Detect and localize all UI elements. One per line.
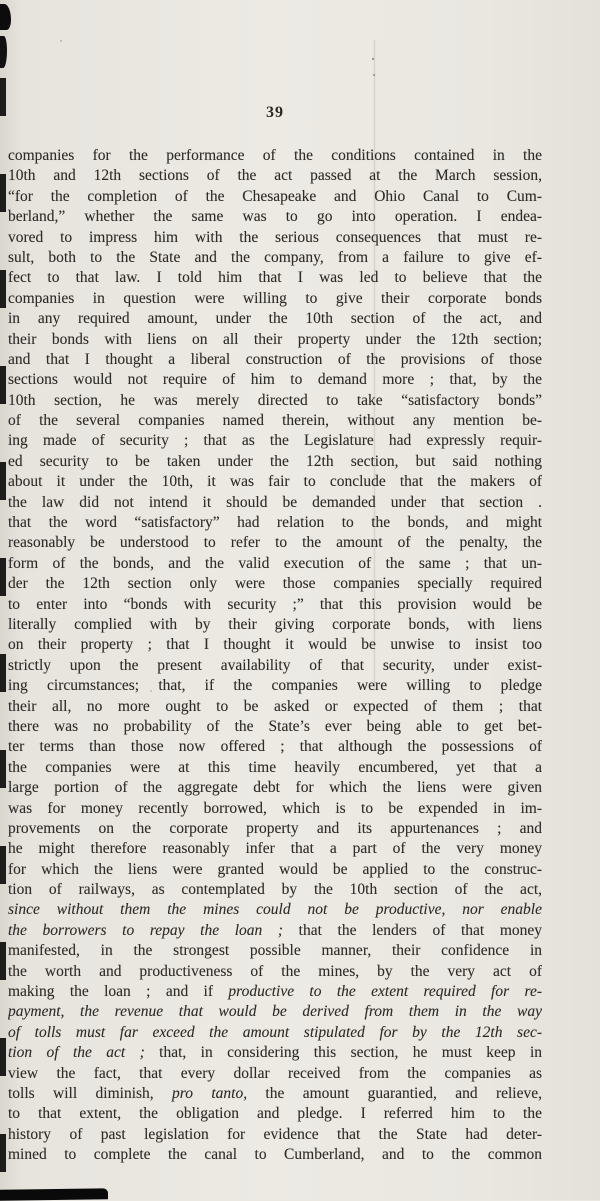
- text-line: [8, 513, 542, 533]
- text-segment: large portion of the aggregate debt for which the liens were given: [8, 779, 542, 797]
- text-segment: 10th and 12th sections of the act passed at the March session,: [8, 167, 542, 185]
- text-line: [8, 207, 542, 227]
- scan-edge-artifact: [0, 78, 6, 1200]
- text-line: [8, 228, 542, 248]
- text-line: [8, 635, 542, 655]
- text-segment: fect to that law. I told him that I was led to believe that the: [8, 269, 542, 287]
- text-line: [8, 880, 542, 900]
- text-line: [8, 778, 542, 798]
- page-number: 39: [266, 104, 284, 121]
- text-line: [8, 1084, 542, 1104]
- text-segment: ing made of security ; that as the Legislature had expressly requir-: [8, 432, 542, 450]
- text-segment: 10th section, he was merely directed to take “satisfactory bonds”: [8, 391, 542, 409]
- text-line: [8, 860, 542, 880]
- text-line: [8, 799, 542, 819]
- text-line: [8, 472, 542, 492]
- text-segment: he might therefore reasonably infer that a part of the very money: [8, 840, 542, 858]
- text-segment: the companies were at this time heavily encumbered, yet that a: [8, 758, 542, 776]
- text-segment: reasonably be understood to refer to the amount of the penalty, the: [8, 534, 542, 552]
- text-segment: to enter into “bonds with security ;” that this provision would be: [8, 595, 542, 613]
- text-line: [8, 1064, 542, 1084]
- text-segment: of the several companies named therein, without any mention be-: [8, 412, 542, 430]
- text-line: [8, 493, 542, 513]
- body-text: [8, 146, 542, 1166]
- text-segment: the worth and productiveness of the mines, by the very act of: [8, 962, 542, 980]
- text-line: [8, 268, 542, 288]
- text-segment: sult, both to the State and the company, from a failure to give ef-: [8, 248, 542, 266]
- text-line: [8, 248, 542, 268]
- text-line: [8, 1145, 542, 1165]
- text-segment: tolls will diminish,: [8, 1084, 173, 1102]
- text-segment: literally complied with by their giving corporate bonds, with liens: [8, 615, 542, 633]
- text-segment: in any required amount, under the 10th section of the act, and: [8, 310, 542, 328]
- text-line: [8, 839, 542, 859]
- text-segment: mined to complete the canal to Cumberland, and to the common: [8, 1146, 542, 1164]
- italic-text-segment: the borrowers to repay the loan ;: [8, 921, 284, 939]
- text-segment: strictly upon the present availability of that security, under exist-: [8, 656, 542, 674]
- text-segment: for which the liens were granted would be applied to the construc-: [8, 860, 542, 878]
- text-line: [8, 737, 542, 757]
- scan-blob-artifact: [0, 4, 11, 30]
- text-line: [8, 900, 542, 920]
- text-segment: on their property ; that I thought it would be unwise to insist too: [8, 636, 542, 654]
- text-line: [8, 982, 542, 1002]
- text-line: [8, 1002, 542, 1022]
- text-line: [8, 819, 542, 839]
- text-line: [8, 1043, 542, 1063]
- text-segment: making the loan ; and if: [8, 983, 229, 1001]
- text-segment: vored to impress him with the serious consequences that must re-: [8, 228, 542, 246]
- text-segment: tion of railways, as contemplated by the 10th section of the act,: [8, 881, 542, 899]
- text-segment: sections would not require of him to demand more ; that, by the: [8, 371, 542, 389]
- scan-blob-artifact: [0, 36, 7, 68]
- text-segment: that the word “satisfactory” had relation to the bonds, and might: [8, 514, 542, 532]
- text-segment: there was no probability of the State’s ever being able to get bet-: [8, 717, 542, 735]
- text-line: [8, 452, 542, 472]
- text-segment: companies for the performance of the conditions contained in the: [8, 147, 542, 164]
- text-line: [8, 533, 542, 553]
- text-segment: and that I thought a liberal construction of the provisions of those: [8, 350, 542, 368]
- scan-noise: [372, 58, 374, 60]
- italic-text-segment: payment, the revenue that would be derived from them in the way: [8, 1003, 542, 1021]
- text-line: [8, 166, 542, 186]
- text-line: [8, 330, 542, 350]
- text-line: [8, 187, 542, 207]
- text-line: [8, 697, 542, 717]
- text-segment: view the fact, that every dollar received from the companies as: [8, 1064, 542, 1082]
- text-line: [8, 391, 542, 411]
- text-segment: “for the completion of the Chesapeake and Ohio Canal to Cum-: [8, 187, 542, 205]
- italic-text-segment: of tolls must far exceed the amount stipulated for by the 12th sec-: [8, 1023, 542, 1041]
- text-segment: companies in question were willing to give their corporate bonds: [8, 289, 542, 307]
- scan-bottom-artifact: [0, 1188, 108, 1201]
- text-segment: form of the bonds, and the valid execution of the same ; that un-: [8, 554, 542, 572]
- text-line: [8, 574, 542, 594]
- text-segment: ter terms than those now offered ; that although the possessions of: [8, 738, 542, 756]
- text-line: [8, 146, 542, 166]
- text-line: [8, 656, 542, 676]
- text-segment: ed security to be taken under the 12th section, but said nothing: [8, 452, 542, 470]
- text-line: [8, 595, 542, 615]
- text-segment: about it under the 10th, it was fair to conclude that the makers of: [8, 473, 542, 491]
- text-segment: the amount guarantied, and relieve,: [247, 1084, 542, 1102]
- text-segment: their bonds with liens on all their property under the 12th section;: [8, 330, 542, 348]
- text-segment: that the lenders of that money: [283, 921, 542, 939]
- text-line: [8, 411, 542, 431]
- text-line: [8, 717, 542, 737]
- text-segment: berland,” whether the same was to go into operation. I endea-: [8, 208, 542, 226]
- text-segment: was for money recently borrowed, which is to be expended in im-: [8, 799, 542, 817]
- text-segment: to that extent, the obligation and pledge. I referred him to the: [8, 1105, 542, 1123]
- text-line: [8, 1125, 542, 1145]
- text-segment: the law did not intend it should be demanded under that section .: [8, 493, 542, 511]
- text-segment: that, in considering this section, he must keep in: [144, 1044, 542, 1062]
- italic-text-segment: productive to the extent required for re-: [228, 983, 542, 1001]
- text-line: [8, 758, 542, 778]
- text-segment: provements on the corporate property and its appurtenances ; and: [8, 819, 542, 837]
- text-segment: history of past legislation for evidence that the State had deter-: [8, 1125, 542, 1143]
- italic-text-segment: pro tanto,: [172, 1084, 248, 1102]
- text-line: [8, 289, 542, 309]
- text-line: [8, 962, 542, 982]
- italic-text-segment: tion of the act ;: [8, 1044, 145, 1062]
- text-line: [8, 676, 542, 696]
- text-line: [8, 309, 542, 329]
- text-line: [8, 615, 542, 635]
- text-line: [8, 921, 542, 941]
- text-line: [8, 431, 542, 451]
- text-segment: manifested, in the strongest possible manner, their confidence in: [8, 942, 542, 960]
- text-line: [8, 554, 542, 574]
- italic-text-segment: since without them the mines could not be productive, nor enable: [8, 901, 542, 919]
- text-line: [8, 1104, 542, 1124]
- text-line: [8, 1023, 542, 1043]
- text-line: [8, 350, 542, 370]
- text-segment: ing circumstances; that, if the companies were willing to pledge: [8, 677, 542, 695]
- text-line: [8, 370, 542, 390]
- text-line: [8, 941, 542, 961]
- text-segment: their all, no more ought to be asked or expected of them ; that: [8, 697, 542, 715]
- text-segment: der the 12th section only were those companies specially required: [8, 575, 542, 593]
